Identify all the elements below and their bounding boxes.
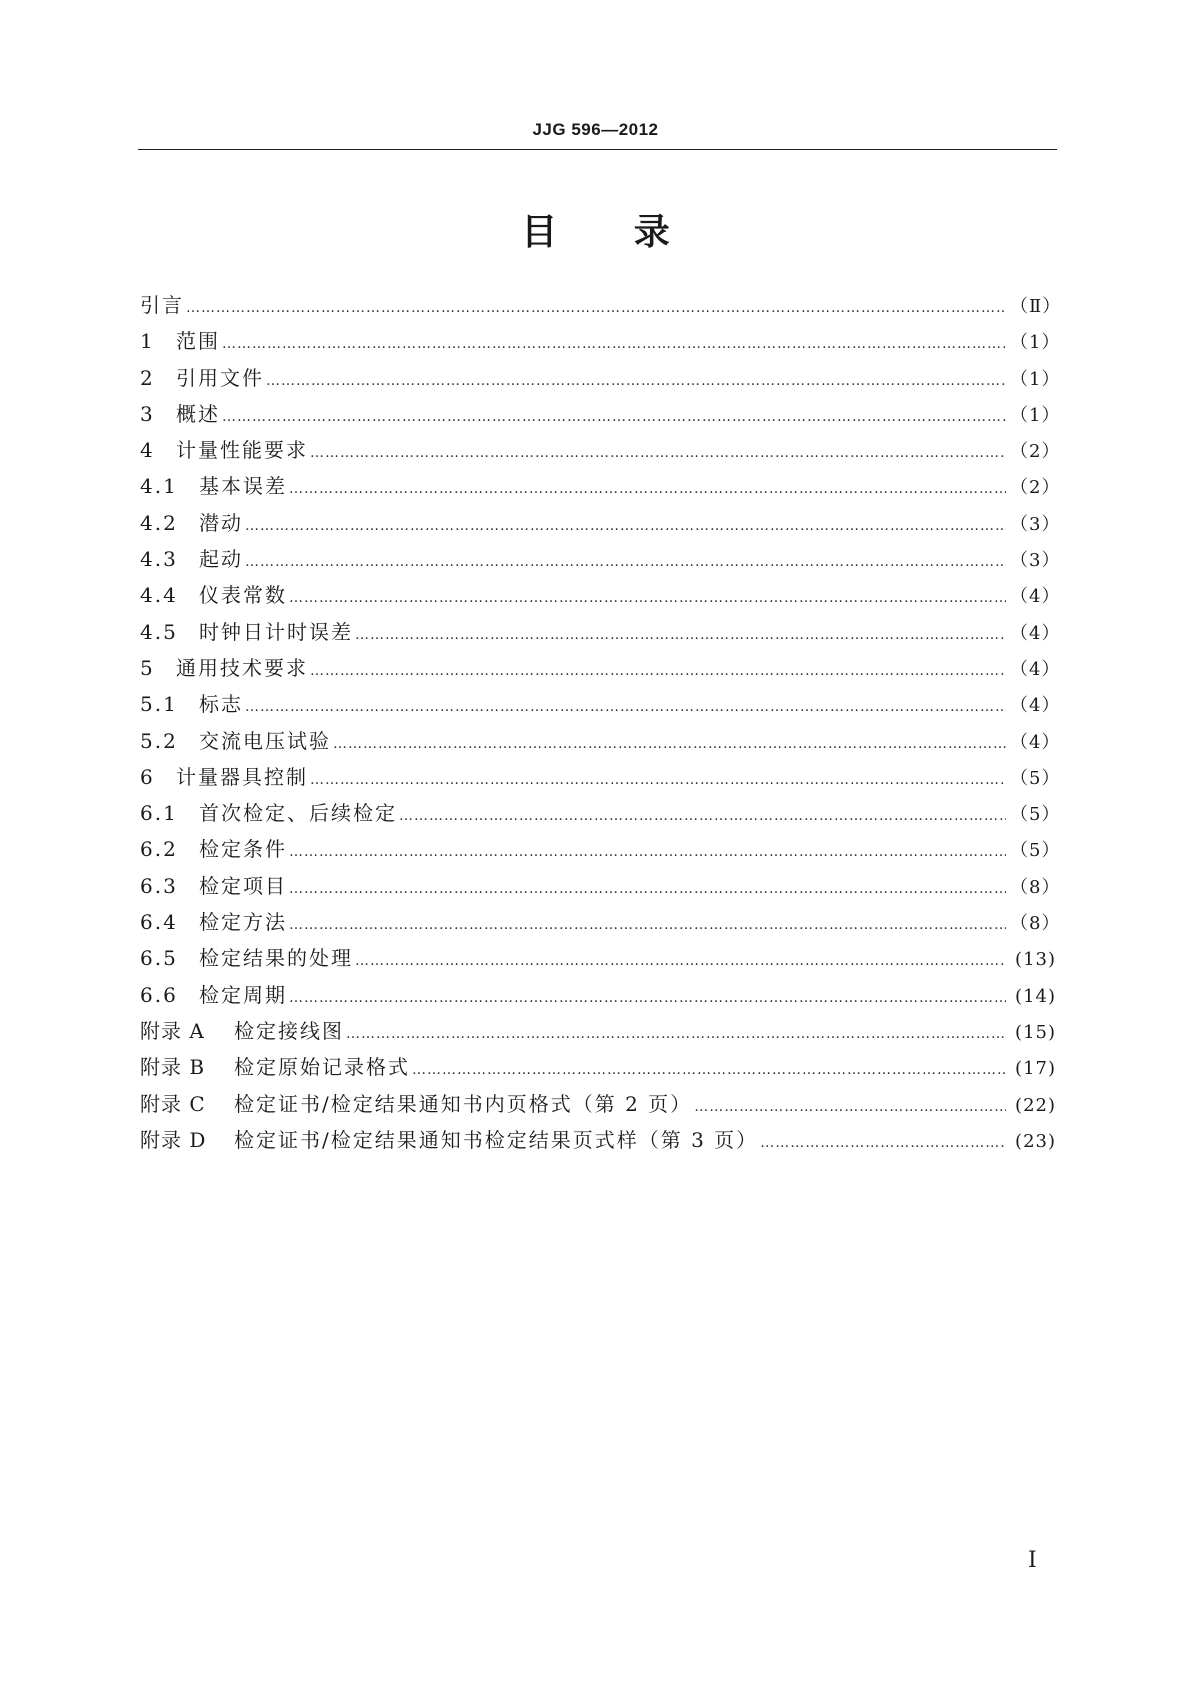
toc-entry-label: 计量性能要求 (176, 438, 308, 463)
toc-entry-label: 潜动 (199, 510, 243, 535)
toc-leader-dots (333, 726, 1006, 762)
toc-entry-number: 1 (140, 329, 155, 354)
toc-leader-dots (289, 980, 1006, 1016)
toc-entry-number: 附录 C (140, 1091, 206, 1116)
toc-entry-page: (13) (1015, 949, 1056, 971)
page-title: 目 录 (521, 212, 670, 253)
toc-entry[interactable] (140, 468, 1061, 504)
toc-leader-dots (245, 689, 1006, 725)
toc-entry-label: 引言 (140, 293, 184, 317)
toc-leader-dots (346, 1016, 1006, 1052)
toc-entry-number: 5.2 (140, 728, 178, 753)
toc-entry-number: 附录 D (140, 1127, 207, 1152)
toc-entry-page: （4） (1010, 658, 1061, 680)
toc-entry[interactable] (140, 614, 1061, 650)
toc-entry-page: （4） (1010, 622, 1061, 644)
toc-entry[interactable] (140, 577, 1061, 613)
toc-entry-page: (17) (1015, 1058, 1056, 1080)
toc-entry-page: （8） (1010, 876, 1061, 898)
toc-entry-label: 范围 (176, 329, 220, 354)
toc-entry-page: （4） (1010, 695, 1061, 717)
toc-entry-label: 引用文件 (176, 365, 264, 390)
header-rule (138, 149, 1057, 150)
toc-entry-number: 4 (140, 438, 155, 463)
toc-leader-dots (289, 580, 1006, 616)
toc-entry-number: 附录 A (140, 1018, 205, 1043)
toc-leader-dots (266, 363, 1006, 399)
toc-leader-dots (186, 290, 1006, 326)
toc-leader-dots (310, 435, 1006, 471)
toc-entry[interactable] (140, 505, 1061, 541)
toc-entry-number: 6.5 (140, 946, 178, 971)
toc-entry-number: 4.4 (140, 583, 178, 608)
toc-entry-number: 6 (140, 764, 155, 789)
toc-entry-page: （3） (1010, 550, 1061, 572)
toc-leader-dots (355, 943, 1006, 979)
toc-entry[interactable] (140, 686, 1061, 722)
toc-entry-label: 检定周期 (199, 982, 287, 1007)
toc-entry-label: 时钟日计时误差 (199, 619, 353, 644)
toc-entry-number: 5.1 (140, 692, 178, 717)
toc-entry-number: 6.3 (140, 873, 178, 898)
toc-entry[interactable] (140, 541, 1061, 577)
toc-entry-number: 6.4 (140, 910, 178, 935)
toc-entry-label: 标志 (199, 692, 243, 717)
toc-entry-label: 检定项目 (199, 873, 287, 898)
toc-entry-page: （5） (1010, 804, 1061, 826)
toc-leader-dots (412, 1052, 1006, 1088)
toc-entry-page: （1） (1010, 332, 1061, 354)
toc-entry-page: (23) (1015, 1130, 1056, 1152)
toc-entry-number: 5 (140, 655, 155, 680)
toc-leader-dots (399, 798, 1006, 834)
toc-entry[interactable] (140, 723, 1061, 759)
toc-entry-number: 6.6 (140, 982, 178, 1007)
toc-entry-label: 交流电压试验 (199, 728, 331, 753)
toc-leader-dots (694, 1089, 1006, 1125)
toc-entry-page: (22) (1015, 1094, 1056, 1116)
toc-entry-label: 首次检定、后续检定 (199, 801, 397, 826)
toc-entry-number: 附录 B (140, 1055, 206, 1080)
toc-entry-page: (15) (1015, 1021, 1056, 1043)
toc-leader-dots (355, 617, 1006, 653)
toc-entry-page: （Ⅱ） (1010, 296, 1062, 317)
toc-leader-dots (245, 508, 1006, 544)
toc-entry-number: 6.2 (140, 837, 178, 862)
toc-leader-dots (289, 834, 1006, 870)
toc-leader-dots (760, 1125, 1006, 1161)
toc-entry[interactable] (140, 940, 1056, 976)
toc-leader-dots (222, 326, 1006, 362)
toc-entry[interactable] (140, 1013, 1056, 1049)
toc-entry-number: 4.3 (140, 547, 178, 572)
toc-entry-label: 起动 (199, 547, 243, 572)
toc-leader-dots (289, 907, 1006, 943)
toc-entry[interactable] (140, 323, 1061, 359)
toc-entry-label: 检定条件 (199, 837, 287, 862)
toc-entry-number: 4.5 (140, 619, 178, 644)
toc-leader-dots (289, 871, 1006, 907)
toc-entry-label: 检定接线图 (234, 1018, 344, 1043)
toc-entry-label: 概述 (176, 401, 220, 426)
toc-leader-dots (289, 471, 1006, 507)
toc-entry-page: （2） (1010, 441, 1061, 463)
toc-entry-number: 4.1 (140, 474, 178, 499)
toc-entry[interactable] (140, 795, 1061, 831)
toc-leader-dots (310, 762, 1006, 798)
toc-leader-dots (310, 653, 1006, 689)
toc-entry-label: 检定结果的处理 (199, 946, 353, 971)
toc-entry-label: 计量器具控制 (176, 764, 308, 789)
toc-entry-page: （5） (1010, 840, 1061, 862)
toc-entry-page: （2） (1010, 477, 1061, 499)
toc-entry[interactable] (140, 432, 1061, 468)
toc-entry-label: 通用技术要求 (176, 655, 308, 680)
standard-code: JJG 596—2012 (532, 120, 659, 139)
table-of-contents (140, 287, 1062, 1158)
toc-entry-label: 检定原始记录格式 (234, 1055, 410, 1080)
toc-entry[interactable] (140, 1049, 1056, 1085)
toc-entry[interactable] (140, 650, 1061, 686)
toc-entry[interactable] (140, 287, 1062, 323)
toc-leader-dots (245, 544, 1006, 580)
toc-entry[interactable] (140, 1122, 1056, 1158)
toc-entry[interactable] (140, 360, 1061, 396)
page-number: Ⅰ (1028, 1548, 1037, 1573)
toc-entry[interactable] (140, 396, 1061, 432)
toc-entry-page: （4） (1010, 731, 1061, 753)
toc-entry-label: 检定证书/检定结果通知书内页格式（第 2 页） (234, 1091, 693, 1116)
toc-entry-page: （1） (1010, 404, 1061, 426)
toc-entry-page: (14) (1015, 985, 1056, 1007)
toc-entry-page: （8） (1010, 913, 1061, 935)
toc-entry-page: （5） (1010, 767, 1061, 789)
toc-entry[interactable] (140, 831, 1061, 867)
toc-entry-number: 6.1 (140, 801, 178, 826)
toc-entry[interactable] (140, 977, 1056, 1013)
toc-entry-label: 检定证书/检定结果通知书检定结果页式样（第 3 页） (234, 1127, 759, 1152)
toc-entry-number: 3 (140, 401, 155, 426)
toc-entry-number: 4.2 (140, 510, 178, 535)
toc-entry[interactable] (140, 1086, 1056, 1122)
toc-entry-page: （1） (1010, 368, 1061, 390)
toc-entry-label: 基本误差 (199, 474, 287, 499)
toc-entry-label: 仪表常数 (199, 583, 287, 608)
toc-entry[interactable] (140, 904, 1061, 940)
toc-entry-page: （4） (1010, 586, 1061, 608)
toc-entry-page: （3） (1010, 513, 1061, 535)
toc-entry-number: 2 (140, 365, 155, 390)
toc-entry[interactable] (140, 759, 1061, 795)
toc-entry[interactable] (140, 868, 1061, 904)
toc-entry-label: 检定方法 (199, 910, 287, 935)
toc-leader-dots (222, 399, 1006, 435)
